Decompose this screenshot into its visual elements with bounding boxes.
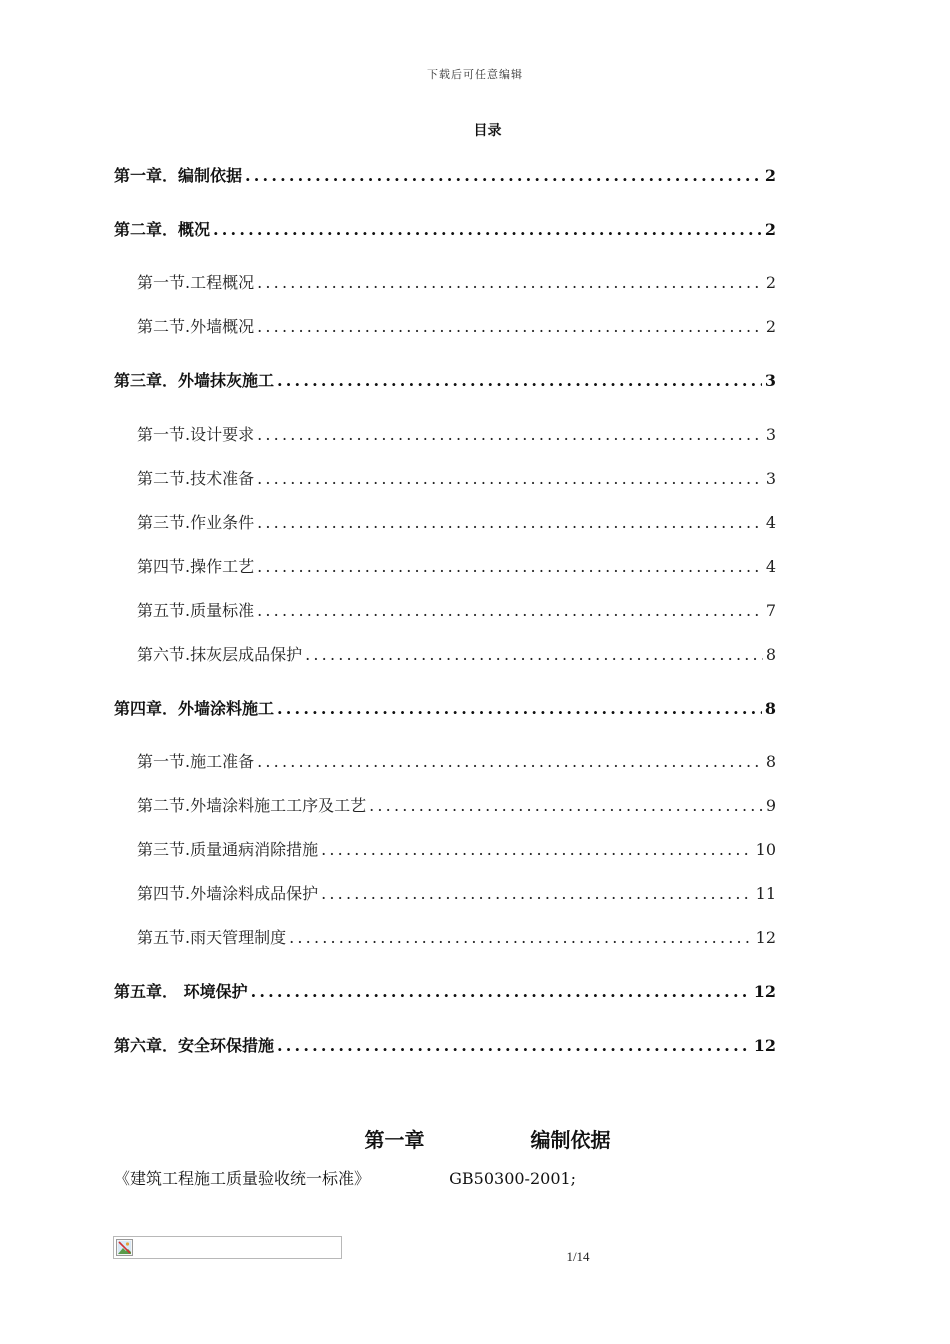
toc-entry-label: 第一节.设计要求 <box>137 425 255 444</box>
toc-entry-page: 3 <box>765 425 776 444</box>
toc-title: 目录 <box>473 123 502 139</box>
toc-entry-label: 第六章．安全环保措施 <box>114 1036 275 1055</box>
toc-entry-page: 8 <box>764 699 776 718</box>
toc-entry-section-3-4[interactable] <box>137 554 776 577</box>
toc-dot-leader <box>257 752 763 771</box>
toc-entry-page: 7 <box>765 601 776 620</box>
page-number: 1/14 <box>566 1249 590 1264</box>
toc-entry-page: 3 <box>764 371 776 390</box>
header-note: 下载后可任意编辑 <box>427 68 523 81</box>
toc-entry-chapter-1[interactable] <box>114 163 776 186</box>
toc-entry-section-3-5[interactable] <box>137 598 776 621</box>
toc-entry-label: 第一章．编制依据 <box>114 166 243 185</box>
toc-dot-leader <box>277 699 762 718</box>
toc-entry-page: 11 <box>755 884 776 903</box>
toc-entry-label: 第五节.质量标准 <box>137 601 255 620</box>
toc-entry-chapter-2[interactable] <box>114 217 776 240</box>
toc-dot-leader <box>289 928 753 947</box>
toc-entry-chapter-4[interactable] <box>114 696 776 719</box>
toc-entry-chapter-5[interactable] <box>114 979 776 1002</box>
toc-dot-leader <box>257 557 763 576</box>
standard-code: GB50300-2001; <box>449 1169 577 1188</box>
toc-entry-section-4-3[interactable] <box>137 837 776 860</box>
toc-entry-label: 第四节.外墙涂料成品保护 <box>137 884 319 903</box>
toc-dot-leader <box>245 166 762 185</box>
toc-entry-label: 第六节.抹灰层成品保护 <box>137 645 303 664</box>
toc-entry-page: 8 <box>765 752 776 771</box>
toc-entry-label: 第四节.操作工艺 <box>137 557 255 576</box>
toc-entry-page: 2 <box>765 317 776 336</box>
toc-entry-label: 第四章．外墙涂料施工 <box>114 699 275 718</box>
toc-entry-section-4-1[interactable] <box>137 749 776 772</box>
toc-dot-leader <box>213 220 762 239</box>
toc-entry-page: 2 <box>764 220 776 239</box>
toc-entry-section-3-2[interactable] <box>137 466 776 489</box>
toc-dot-leader <box>369 796 763 815</box>
standard-reference <box>114 1166 576 1189</box>
toc-dot-leader <box>321 884 753 903</box>
chapter-one-number: 第一章 <box>364 1128 425 1152</box>
toc-entry-chapter-6[interactable] <box>114 1033 776 1056</box>
toc-entry-page: 10 <box>755 840 776 859</box>
toc-entry-section-3-6[interactable] <box>137 642 776 665</box>
toc-entry-label: 第二节.技术准备 <box>137 469 255 488</box>
toc-dot-leader <box>257 317 763 336</box>
toc-entry-label: 第二节.外墙涂料施工工序及工艺 <box>137 796 367 815</box>
toc-entry-label: 第五章． 环境保护 <box>114 982 248 1001</box>
toc-dot-leader <box>257 469 763 488</box>
toc-entry-label: 第五节.雨天管理制度 <box>137 928 287 947</box>
toc-entry-chapter-3[interactable] <box>114 368 776 391</box>
toc-entry-label: 第一节.工程概况 <box>137 273 255 292</box>
toc-entry-label: 第二章．概况 <box>114 220 211 239</box>
standard-name: 《建筑工程施工质量验收统一标准》 <box>114 1169 371 1188</box>
toc-entry-section-2-1[interactable] <box>137 270 776 293</box>
toc-entry-section-4-4[interactable] <box>137 881 776 904</box>
toc-dot-leader <box>277 371 762 390</box>
toc-dot-leader <box>257 273 763 292</box>
toc-entry-page: 2 <box>765 273 776 292</box>
toc-entry-section-2-2[interactable] <box>137 314 776 337</box>
toc-dot-leader <box>321 840 753 859</box>
toc-dot-leader <box>277 1036 751 1055</box>
toc-entry-page: 4 <box>765 513 776 532</box>
toc-entry-page: 2 <box>764 166 776 185</box>
toc-entry-label: 第二节.外墙概况 <box>137 317 255 336</box>
toc-entry-page: 12 <box>753 982 776 1001</box>
toc-entry-label: 第三章．外墙抹灰施工 <box>114 371 275 390</box>
toc-entry-page: 9 <box>765 796 776 815</box>
toc-dot-leader <box>251 982 751 1001</box>
toc-entry-page: 12 <box>755 928 776 947</box>
toc-entry-section-3-3[interactable] <box>137 510 776 533</box>
chapter-one-title: 编制依据 <box>530 1128 611 1152</box>
toc-entry-label: 第三节.质量通病消除措施 <box>137 840 319 859</box>
toc-entry-label: 第三节.作业条件 <box>137 513 255 532</box>
toc-entry-section-4-2[interactable] <box>137 793 776 816</box>
toc-dot-leader <box>257 425 763 444</box>
toc-entry-page: 3 <box>765 469 776 488</box>
toc-entry-page: 4 <box>765 557 776 576</box>
toc-entry-section-3-1[interactable] <box>137 422 776 445</box>
chapter-one-heading <box>0 1124 950 1153</box>
toc-dot-leader <box>257 513 763 532</box>
toc-dot-leader <box>257 601 763 620</box>
toc-entry-page: 8 <box>765 645 776 664</box>
toc-entry-label: 第一节.施工准备 <box>137 752 255 771</box>
toc-entry-section-4-5[interactable] <box>137 925 776 948</box>
toc-dot-leader <box>305 645 763 664</box>
toc-entry-page: 12 <box>753 1036 776 1055</box>
